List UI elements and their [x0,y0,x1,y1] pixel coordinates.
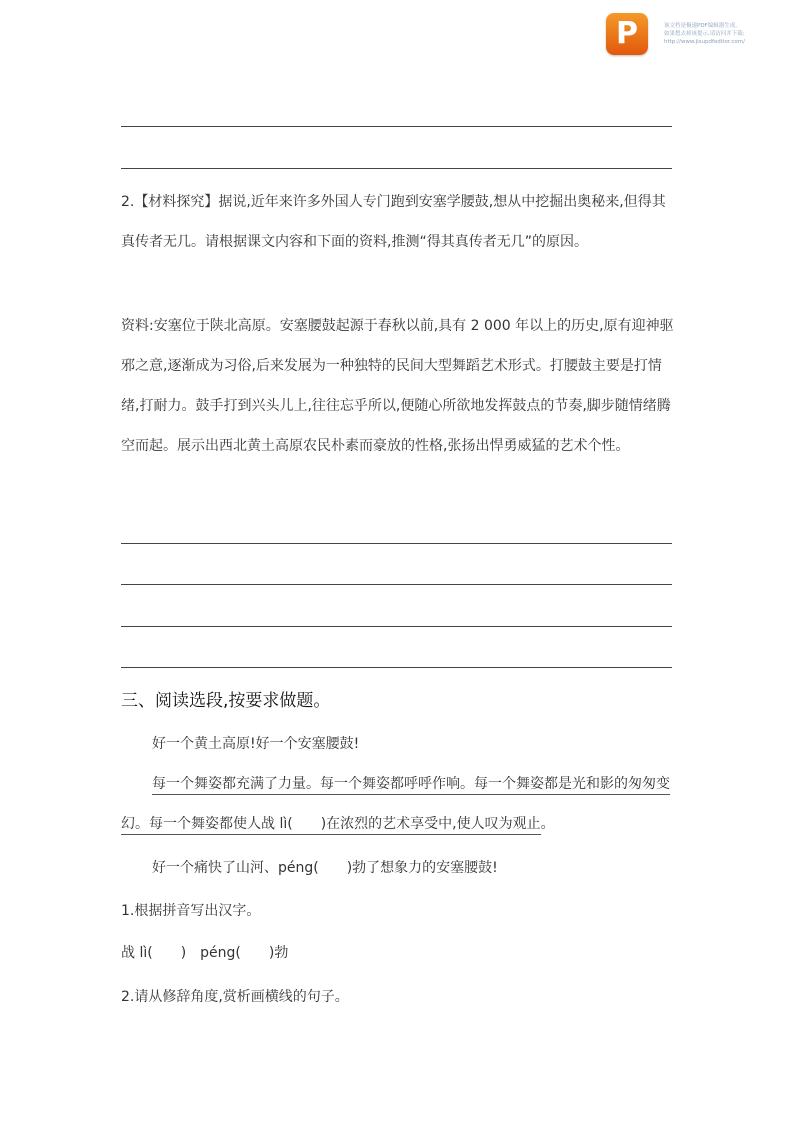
notice-line: 如果想去掉该提示,请访问并下载: [664,31,745,37]
pdf-editor-logo [606,13,648,55]
passage-paragraph: 好一个黄土高原!好一个安塞腰鼓! [152,736,360,752]
passage-underlined-paragraph [121,764,677,846]
section-heading: 三、阅读选段,按要求做题。 [121,691,331,711]
passage-paragraph: 好一个痛快了山河、péng( )勃了想象力的安塞腰鼓! [152,860,498,876]
sentence-end: 。 [540,816,555,832]
underlined-sentences: 每一个舞姿都充满了力量。每一个舞姿都呼呼作响。每一个舞姿都是光和影的匆匆变幻。每一个舞姿都使人战 lì( )在浓烈的艺术享受中,使人叹为观止 [121,776,670,835]
notice-line: 该文档是极速PDF编辑器生成, [664,23,737,29]
question-number: 2. [121,194,135,210]
answer-line [121,168,672,169]
reference-material: 资料:安塞位于陕北高原。安塞腰鼓起源于春秋以前,具有 2 000 年以上的历史,原有迎神驱邪之意,逐渐成为习俗,后来发展为一种独特的民间大型舞蹈艺术形式。打腰鼓主要是打情绪,打耐力。鼓手打到兴头儿上,往往忘乎所以,便随心所欲地发挥鼓点的节奏,脚步随情绪腾空而起。展示出西北黄土高原农民朴素而豪放的性格,张扬出悍勇威猛的艺术个性。 [121,318,674,454]
question-text: 据说,近年来许多外国人专门跑到安塞学腰鼓,想从中挖掘出奥秘来,但得其真传者无几。请根据课文内容和下面的资料,推测“得其真传者无几”的原因。 [121,194,666,250]
sub-question-1-blanks: 战 lì( ) péng( )勃 [121,945,289,961]
answer-line [121,126,672,127]
answer-line [121,667,672,668]
answer-line [121,626,672,627]
logo-letter: P [616,16,638,51]
notice-link[interactable]: http://www.jisupdfeditor.com/ [664,39,745,45]
answer-line [121,584,672,585]
watermark-notice [664,22,790,46]
sub-question-1: 1.根据拼音写出汉字。 [121,903,261,919]
question-2-prompt [121,182,677,302]
sub-question-2: 2.请从修辞角度,赏析画横线的句子。 [121,989,349,1005]
answer-line [121,543,672,544]
question-tag: 【材料探究】 [134,194,219,210]
